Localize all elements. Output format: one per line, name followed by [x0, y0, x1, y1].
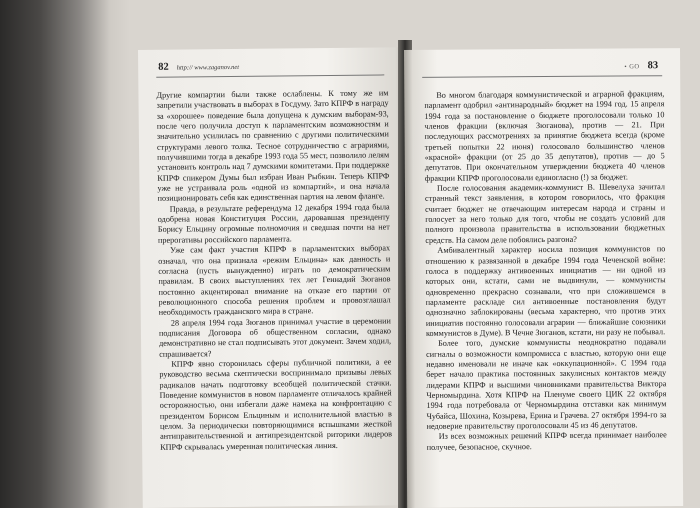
paragraph: Во многом благодаря коммунистической и аграрной фракциям, парламент одобрил «антинародный» бюджет на 1994 год. 15 апреля 1994 года за постановление о бюджете проголосовали только 10 членов фракции (включая Зюганова), против — 21. При последующих рассмотрениях за принятие бюджета всегда (кроме третьей попытки 22 июня) голосовало большинство членов «красной» фракции (от 25 до 35 депутатов), против — до 5 депутатов. При окончательном утверждении бюджета 40 членов фракции КПРФ проголосовали единогласно (!) за бюджет.	[424, 89, 665, 183]
left-header-rule	[156, 74, 384, 77]
paragraph: Более того, думские коммунисты неоднократно подавали сигналы о возможности компромисса с властью, которую они еще недавно именовали не иначе как «оккупационной». С 1994 года берет начало практика постоянных закулисных контактов между лидерами КПРФ и высшими чиновниками правительства Виктора Черномырдина. Хотя КПРФ на Пленуме своего ЦИК 22 октября 1994 года потребовала от Черномырдина отставки как минимум Чубайса, Шохина, Козырева, Ерина и Грачева. 27 октября 1994-го за недоверие правительству проголосовали 45 из 46 депутатов.	[426, 337, 667, 431]
paragraph: После голосования академик-коммунист В. Шевелуха зачитал странный текст заявления, в котором говорилось, что фракция считает бюджет не отвечающим интересам народа и страны и голосует за него только для того, чтобы не создать условий для полного произвола правительства в использовании бюджетных средств. На самом деле побоялись разгона?	[425, 182, 666, 245]
left-page-number: 82	[158, 61, 169, 73]
left-page-text	[156, 88, 392, 452]
left-page-site: http:// www.zaganov.net	[176, 63, 240, 72]
left-page-header	[158, 61, 239, 73]
right-page	[404, 48, 683, 508]
paragraph: КПРФ явно сторонилась сферы публичной политики, а ее руководство весьма скептически воспринимало призывы левых радикалов начать подготовку всеобщей политической стачки. Поведение коммунистов в новом парламенте отличалось крайней осторожностью, они избегали даже намека на конфронтацию с президентом Борисом Ельциным и исполнительной властью в целом. За периодически повторяющимися вспышками жесткой антиправительственной и антипрезидентской риторики лидеров КПРФ скрывалась умеренная политическая линия.	[159, 357, 393, 452]
right-running-head: • GO	[624, 63, 640, 71]
right-page-number: 83	[647, 60, 659, 72]
paragraph: Из всех возможных решений КПРФ всегда принимает наиболее получее, безопасное, скучное.	[426, 430, 667, 452]
right-page-header	[624, 60, 658, 71]
paragraph: 28 апреля 1994 года Зюганов принимал участие в церемонии подписания Договора об общественном согласии, однако демонстративно не стал подписывать этот документ. Зачем ходил, спрашивается?	[158, 315, 392, 359]
paragraph: Амбивалентный характер носила позиция коммунистов по отношению к развязанной в декабре 1994 года Чеченской войне: голоса в поддержку антивоенных инициатив — ни одной из которых они, кстати, сами не выдвинули, — коммунисты одновременно прекрасно сознавали, что при сложившемся в парламенте раскладе сил антивоенные постановления будут однозначно заблокированы (весьма характерно, что против этих инициатив постоянно голосовали аграрии — ближайшие союзники коммунистов в Думе). В Чечне Зюганов, кстати, ни разу не побывал.	[425, 244, 666, 338]
right-page-text	[424, 89, 667, 453]
left-page	[138, 47, 411, 508]
paragraph: Другие компартии были также ослаблены. К тому же им запретили участвовать в выборах в Госдуму. Зато КПРФ в награду за «хорошее» поведение была допущена к думским выборам-93, после чего получила доступ к парламентским возможностям и значительно усилилась по сравнению с другими политическими структурами левого толка. Тесное сотрудничество с аграриями, получившими тогда в декабре 1993 года 55 мест, позволило лелям установить контроль над 7 думскими комитетами. При поддержке КПРФ спикером Думы был избран Иван Рыбкин. Теперь КПРФ уже не устраивала роль «одной из компартий», и она начала позиционировать себя как единственная партия на левом фланге.	[156, 88, 390, 204]
paragraph: Правда, в результате референдума 12 декабря 1994 года была одобрена новая Конституция России, даровавшая президенту Борису Ельцину огромные полномочия и сведшая почти на нет прерогативы российского парламента.	[157, 202, 390, 245]
right-header-rule	[422, 75, 662, 78]
paragraph: Уже сам факт участия КПРФ в парламентских выборах означал, что она признала «режим Ельцина» как данность и согласна (пусть вынужденно) играть по демократическим правилам. В своих выступлениях тех лет Геннадий Зюганов постоянно акцентировал внимание на отказе его партии от революционного способа решения проблем и провозглашал необходимость гражданского мира в стране.	[158, 243, 391, 318]
